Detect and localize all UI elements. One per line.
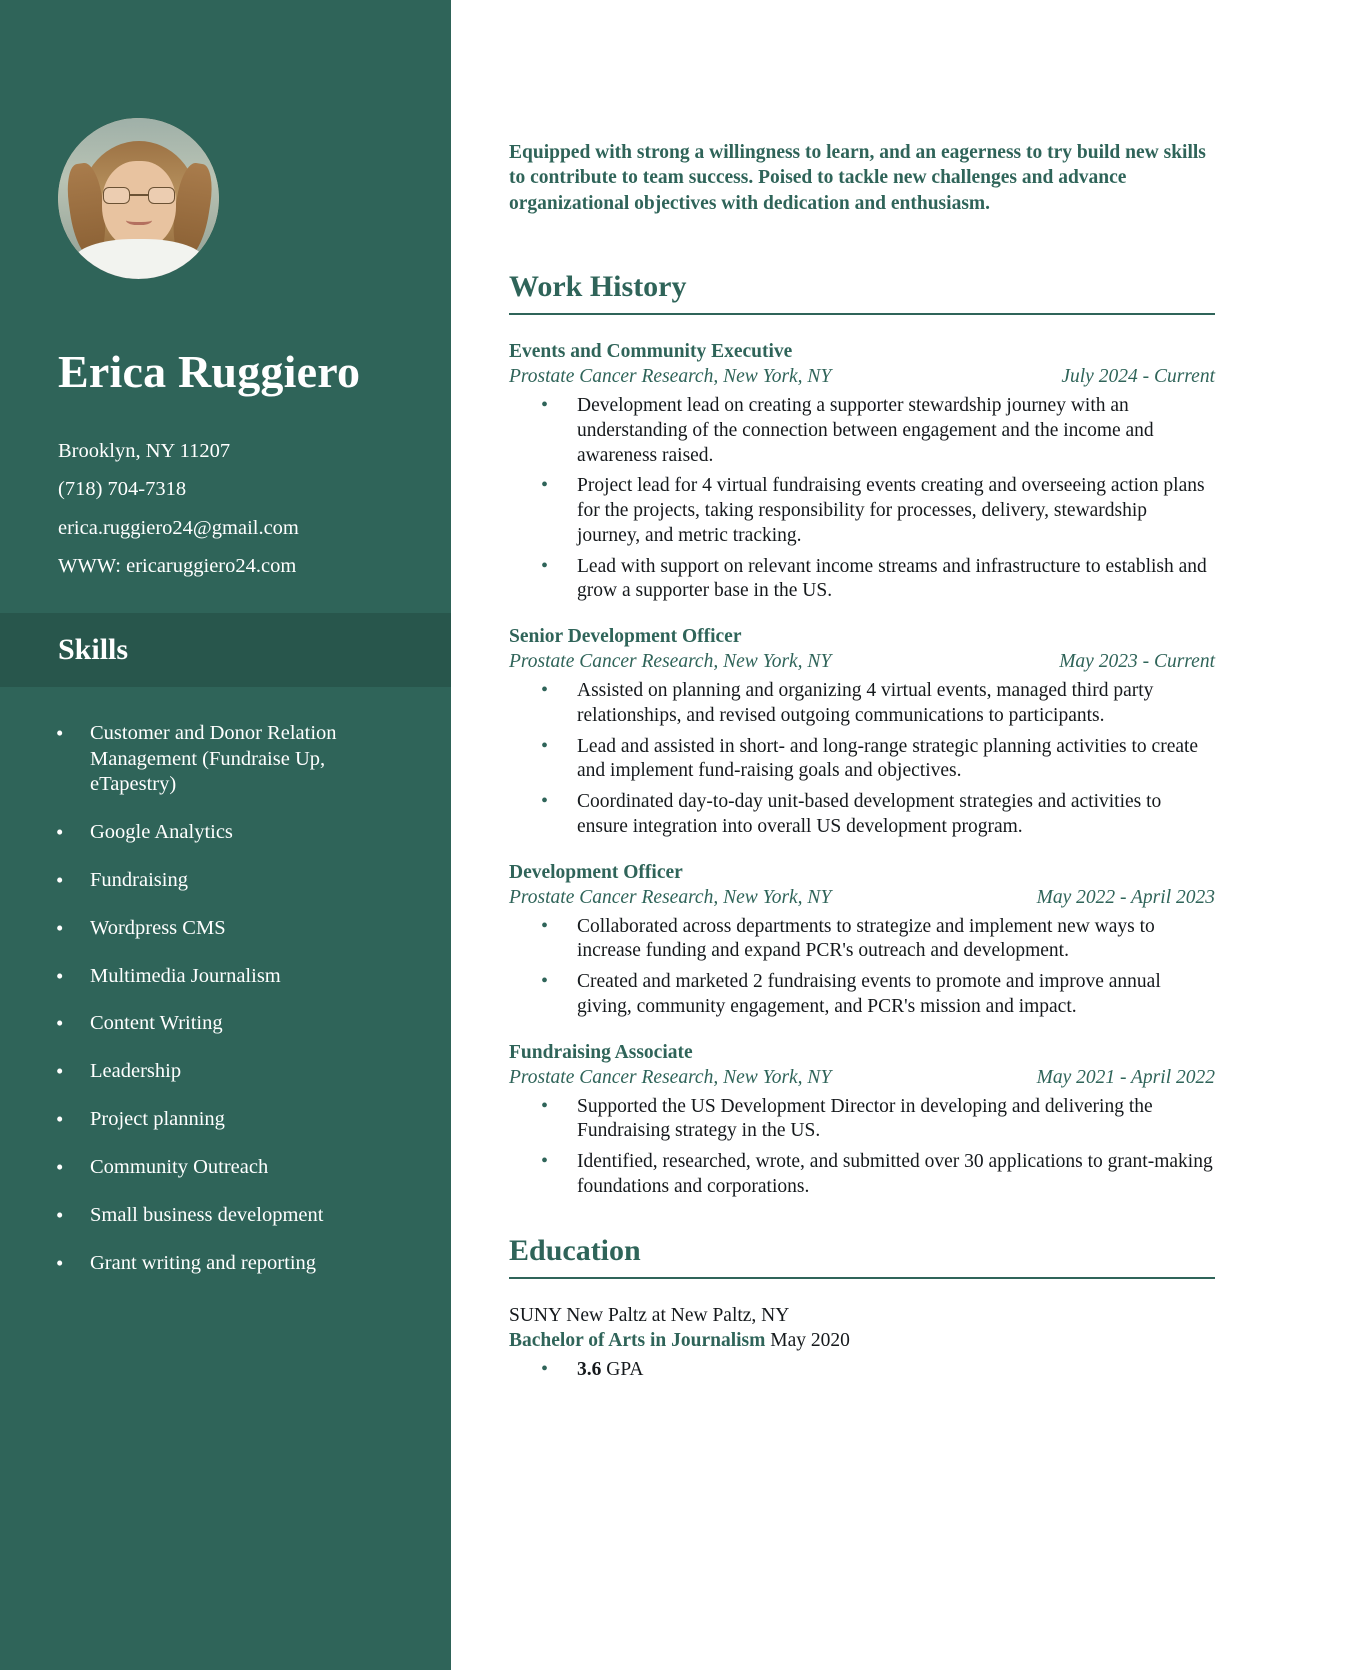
skills-list (0, 721, 451, 1277)
education-school: SUNY New Paltz at New Paltz, NY (509, 1304, 790, 1326)
education-gpa (577, 1358, 1215, 1383)
job-entry (509, 626, 1215, 840)
job-bullet: • Lead and assisted in short- and long-range strategic planning activities to create and implement fund-raising goals and objectives. (577, 735, 1215, 785)
education-divider (509, 1277, 1215, 1279)
skills-heading: Skills (58, 632, 129, 666)
job-bullets (509, 915, 1215, 1020)
work-history-heading: Work History (509, 270, 687, 304)
contact-website: WWW: ericaruggiero24.com (58, 555, 297, 578)
education-degree-line (509, 1330, 1215, 1352)
education-entry (509, 1305, 1215, 1383)
skill-item: • Project planning (90, 1107, 407, 1133)
avatar-smile (126, 213, 152, 225)
contact-address: Brooklyn, NY 11207 (58, 439, 231, 462)
skill-item: • Small business development (90, 1203, 407, 1229)
job-meta (509, 651, 1215, 673)
job-bullet: • Project lead for 4 virtual fundraising events creating and overseeing action plans for the projects, taking responsibility for processes, delivery, stewardship journey, and metric tracking. (577, 474, 1215, 548)
glasses-right-lens (148, 187, 175, 204)
job-bullet: • Coordinated day-to-day unit-based development strategies and activities to ensure integration into overall US development program. (577, 790, 1215, 840)
skill-item: • Customer and Donor Relation Management (Fundraise Up, eTapestry) (90, 721, 407, 798)
job-bullet: • Lead with support on relevant income streams and infrastructure to establish and grow a supporter base in the US. (577, 555, 1215, 605)
job-company: Prostate Cancer Research, New York, NY (509, 651, 832, 673)
glasses-bridge (130, 194, 148, 196)
job-title: Senior Development Officer (509, 626, 742, 648)
job-meta (509, 366, 1215, 388)
job-dates: July 2024 - Current (1061, 366, 1215, 388)
job-entry (509, 341, 1215, 604)
main-column (451, 0, 1358, 1670)
contact-block (58, 441, 451, 577)
education-gpa-label: GPA (606, 1358, 644, 1380)
skill-item: • Leadership (90, 1059, 407, 1085)
glasses-left-lens (103, 187, 130, 204)
job-company: Prostate Cancer Research, New York, NY (509, 886, 832, 908)
avatar-face (102, 161, 176, 249)
job-title: Fundraising Associate (509, 1041, 693, 1063)
skill-item: • Fundraising (90, 868, 407, 894)
job-bullet: • Assisted on planning and organizing 4 virtual events, managed third party relationships, and revised outgoing communications to participants. (577, 679, 1215, 729)
job-dates: May 2022 - April 2023 (1036, 886, 1215, 908)
education-degree: Bachelor of Arts in Journalism (509, 1329, 766, 1351)
job-entry (509, 1042, 1215, 1200)
glasses-icon (103, 187, 175, 205)
education-grad-date: May 2020 (770, 1329, 850, 1351)
job-company: Prostate Cancer Research, New York, NY (509, 366, 832, 388)
job-bullet: • Supported the US Development Director in developing and delivering the Fundraising strategy in the US. (577, 1095, 1215, 1145)
skill-item: • Content Writing (90, 1011, 407, 1037)
job-bullet: • Identified, researched, wrote, and submitted over 30 applications to grant-making foundations and corporations. (577, 1150, 1215, 1200)
job-meta (509, 887, 1215, 909)
job-company: Prostate Cancer Research, New York, NY (509, 1066, 832, 1088)
avatar-shirt (74, 239, 204, 279)
skills-section-header (0, 613, 451, 687)
job-meta (509, 1067, 1215, 1089)
education-section (509, 1234, 1215, 1383)
avatar-photo (58, 118, 219, 279)
job-bullet: • Created and marketed 2 fundraising events to promote and improve annual giving, community engagement, and PCR's mission and impact. (577, 970, 1215, 1020)
job-dates: May 2023 - Current (1059, 651, 1215, 673)
skill-item: • Google Analytics (90, 820, 407, 846)
education-bullets (509, 1358, 1215, 1383)
job-bullets (509, 394, 1215, 604)
work-history-divider (509, 313, 1215, 315)
job-entry (509, 862, 1215, 1020)
job-bullets (509, 1095, 1215, 1200)
candidate-name: Erica Ruggiero (58, 346, 361, 397)
skill-item: • Multimedia Journalism (90, 964, 407, 990)
avatar (58, 118, 219, 279)
job-title: Development Officer (509, 861, 683, 883)
sidebar (0, 0, 451, 1670)
work-history-section (509, 270, 1215, 1200)
job-dates: May 2021 - April 2022 (1036, 1066, 1215, 1088)
skill-item: • Community Outreach (90, 1155, 407, 1181)
education-gpa-value: 3.6 (577, 1358, 602, 1380)
job-bullet: • Collaborated across departments to strategize and implement new ways to increase funding and expand PCR's outreach and development. (577, 915, 1215, 965)
skill-item: • Wordpress CMS (90, 916, 407, 942)
job-bullet: • Development lead on creating a supporter stewardship journey with an understanding of the connection between engagement and the income and awareness raised. (577, 394, 1215, 468)
professional-summary: Equipped with strong a willingness to learn, and an eagerness to try build new skills to contribute to team success. Poised to tackle new challenges and advance organizational objectives with dedication and enthusiasm. (509, 142, 1206, 214)
skill-item: • Grant writing and reporting (90, 1251, 407, 1277)
contact-phone: (718) 704-7318 (58, 478, 187, 501)
job-bullets (509, 679, 1215, 840)
job-title: Events and Community Executive (509, 341, 793, 363)
contact-email: erica.ruggiero24@gmail.com (58, 516, 299, 539)
jobs-container (509, 341, 1215, 1200)
education-heading: Education (509, 1233, 641, 1267)
